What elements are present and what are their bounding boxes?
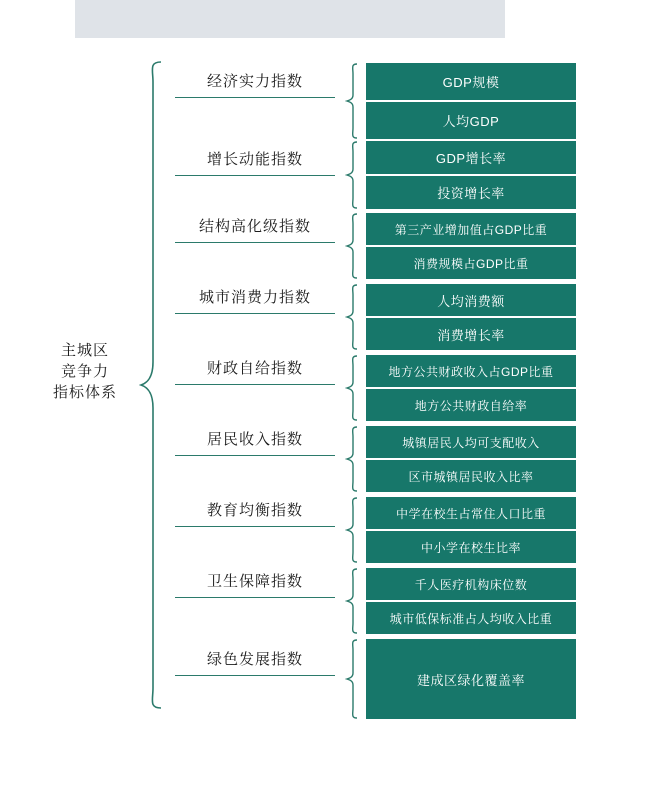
group-underline-9 — [175, 675, 335, 676]
indicator-box-1-2: 人均GDP — [365, 101, 577, 140]
group-label-1 — [175, 70, 335, 98]
group-underline-8 — [175, 597, 335, 598]
indicator-box-1-1: GDP规模 — [365, 62, 577, 101]
root-label-line-3: 指标体系 — [52, 384, 117, 401]
root-label-line-1: 主城区 — [60, 342, 109, 359]
indicator-box-4-1: 人均消费额 — [365, 283, 577, 317]
group-brace-2 — [345, 140, 359, 210]
group-underline-6 — [175, 455, 335, 456]
root-label-line-2: 竞争力 — [60, 363, 109, 380]
indicator-box-4-2: 消费增长率 — [365, 317, 577, 351]
group-label-2-text: 增长动能指数 — [206, 151, 303, 168]
group-brace-9 — [345, 638, 359, 720]
indicator-box-9-1: 建成区绿化覆盖率 — [365, 638, 577, 720]
group-label-1-text: 经济实力指数 — [206, 73, 303, 90]
group-label-8-text: 卫生保障指数 — [206, 573, 303, 590]
group-label-7 — [175, 499, 335, 527]
indicator-box-7-1: 中学在校生占常住人口比重 — [365, 496, 577, 530]
group-brace-4 — [345, 283, 359, 351]
indicator-box-5-1: 地方公共财政收入占GDP比重 — [365, 354, 577, 388]
group-label-6-text: 居民收入指数 — [206, 431, 303, 448]
group-label-3-text: 结构高化级指数 — [198, 218, 311, 235]
group-brace-8 — [345, 567, 359, 635]
group-brace-3 — [345, 212, 359, 280]
group-brace-7 — [345, 496, 359, 564]
group-brace-1 — [345, 62, 359, 140]
group-underline-3 — [175, 242, 335, 243]
group-label-4-text: 城市消费力指数 — [198, 289, 311, 306]
root-brace — [139, 60, 163, 710]
group-label-7-text: 教育均衡指数 — [206, 502, 303, 519]
indicator-box-2-1: GDP增长率 — [365, 140, 577, 175]
group-label-3 — [175, 215, 335, 243]
header-decoration-bar — [75, 0, 505, 38]
group-underline-5 — [175, 384, 335, 385]
group-underline-7 — [175, 526, 335, 527]
group-label-8 — [175, 570, 335, 598]
indicator-box-2-2: 投资增长率 — [365, 175, 577, 210]
indicator-box-8-2: 城市低保标准占人均收入比重 — [365, 601, 577, 635]
indicator-box-3-1: 第三产业增加值占GDP比重 — [365, 212, 577, 246]
group-label-9 — [175, 648, 335, 676]
group-label-6 — [175, 428, 335, 456]
group-label-4 — [175, 286, 335, 314]
group-brace-5 — [345, 354, 359, 422]
indicator-box-3-2: 消费规模占GDP比重 — [365, 246, 577, 280]
indicator-box-5-2: 地方公共财政自给率 — [365, 388, 577, 422]
indicator-box-7-2: 中小学在校生比率 — [365, 530, 577, 564]
group-underline-1 — [175, 97, 335, 98]
group-label-5-text: 财政自给指数 — [206, 360, 303, 377]
indicator-box-6-1: 城镇居民人均可支配收入 — [365, 425, 577, 459]
group-brace-6 — [345, 425, 359, 493]
indicator-box-8-1: 千人医疗机构床位数 — [365, 567, 577, 601]
group-label-2 — [175, 148, 335, 176]
group-underline-2 — [175, 175, 335, 176]
root-label — [30, 340, 140, 403]
indicator-box-6-2: 区市城镇居民收入比率 — [365, 459, 577, 493]
group-underline-4 — [175, 313, 335, 314]
group-label-9-text: 绿色发展指数 — [206, 651, 303, 668]
group-label-5 — [175, 357, 335, 385]
